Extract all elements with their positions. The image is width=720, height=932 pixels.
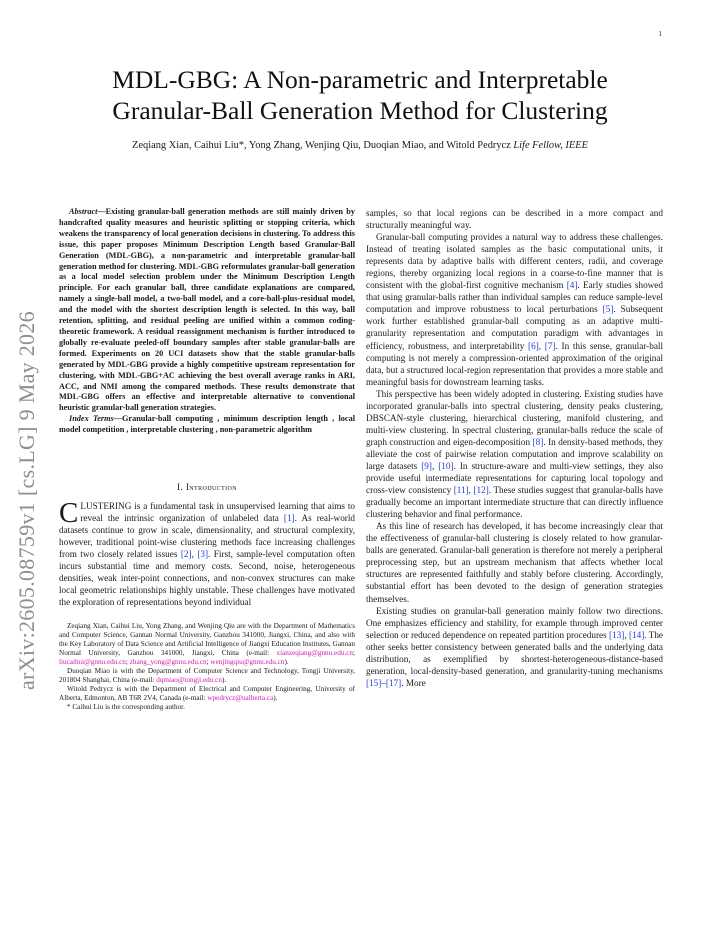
paragraph-text: . These studies suggest that granular-balls have gradually become an important intermediate structure that can directly influence clustering behavior and final performance. bbox=[366, 485, 663, 520]
paragraph-text: This perspective has been widely adopted in clustering. Existing studies have incorporated granular-balls into spectral clustering, density peaks clustering, DBSCAN-style clustering, hierarchical clustering, manifold clustering, and multi-view clustering. In spectral clustering, granular-balls reduce the scale of graph construction and eigen-decomposition bbox=[366, 388, 663, 447]
paragraph-text: . The other seeks better consistency between generated balls and the underlying data distribution, as exemplified by shortest-heterogeneous-distance-based generation, local-density-based generation, and granularity-tuning mechanisms bbox=[366, 629, 663, 676]
left-column bbox=[59, 207, 355, 712]
footnote-separator: ; bbox=[125, 657, 130, 666]
footnote-text: ). bbox=[284, 657, 289, 666]
email-link[interactable]: wenjingqiu@gnnu.edu.cn bbox=[210, 657, 285, 666]
paragraph-generation-importance: As this line of research has developed, it has become increasingly clear that the effectiveness of granular-ball clustering is closely related to how granular-balls are generated. Granular-ball generation is therefore not merely a peripheral preprocessing step, but an upstream mechanism that affects whether local structures are represented faithfully and stably before clustering. Accordingly, substantial effort has been devoted to the design of generation strategies themselves. bbox=[366, 521, 663, 604]
footnote-text: Zeqiang Xian, Caihui Liu, Yong Zhang, and Wenjing Qiu are with the Department of Mathematics and Computer Science, Gannan Normal University, Ganzhou 341000, Jiangxi, China, and also with the Key Laboratory of Data Science and Artificial Intelligence of Jiangxi Education Institutes, Gannan Normal University, Ganzhou 341000, Jiangxi, China (e-mail: bbox=[59, 621, 355, 657]
footnote-separator: ; bbox=[353, 648, 355, 657]
paragraph-text: Granular-ball computing provides a natural way to address these challenges. Instead of treating isolated samples as the basic computational units, it represents data by adaptive balls with different centers, radii, and coverage regions, thereby organizing local regions in a coarse-to-fine manner that is consistent with the global-first cognitive mechanism bbox=[366, 232, 663, 291]
email-link[interactable]: wpedrycz@ualberta.ca bbox=[207, 694, 274, 703]
paragraph-text: . In this sense, granular-ball computing is not merely a compression-oriented approximation of the original data, but a structured local-region representation that provides a more stable and meaningful basis for downstream learning tasks. bbox=[366, 340, 664, 387]
paragraph-text: . More bbox=[401, 677, 426, 688]
citation-link[interactable]: [15] bbox=[366, 677, 382, 688]
footnote-separator: ; bbox=[206, 657, 211, 666]
author-list bbox=[60, 140, 660, 151]
citation-link[interactable]: [5] bbox=[602, 304, 614, 315]
abstract-text: —Existing granular-ball generation methods are still mainly driven by handcrafted quality measures and heuristic splitting or stopping criteria, which weakens the transparency of local generation decisions in clustering. To address this issue, this paper proposes Minimum Description Length based Granular-Ball Generation (MDL-GBG), a non-parametric and interpretable granular-ball generation method for clustering. MDL-GBG reformulates granular-ball generation as a local model selection problem under the Minimum Description Length principle. For each granular ball, three candidate explanations are compared, namely a single-ball model, a two-ball model, and a core-ball-plus-residual model, and the model with the shortest description length is selected. In this way, ball retention, splitting, and residual peeling are unified within a common coding-theoretic framework. A residual reassignment mechanism is further introduced to globally re-evaluate peeled-off boundary samples after stable granular-balls are formed. Experiments on 20 UCI datasets show that the stable granular-balls generated by MDL-GBG provide a highly competitive upstream representation for clustering, with MDL-GBG+AC achieving the best overall average ranks in ARI, ACC, and NMI among the compared methods. These results demonstrate that MDL-GBG offers an effective and interpretable alternative to conventional heuristic granular-ball generation strategies. bbox=[59, 207, 355, 413]
footnotes bbox=[59, 622, 355, 713]
footnote-text: Witold Pedrycz is with the Department of Electrical and Computer Engineering, University of Alberta, Edmonton, AB T6R 2V4, Canada (e-mail: bbox=[59, 685, 355, 703]
author-affiliation: Life Fellow, IEEE bbox=[513, 140, 588, 151]
title-line-1: MDL-GBG: A Non-parametric and Interpretable bbox=[112, 65, 608, 94]
drop-cap: C bbox=[59, 497, 79, 530]
citation-link[interactable]: [11] bbox=[453, 485, 469, 496]
intro-text-a: LUSTERING is a fundamental task in unsupervised learning that aims to reveal the intrinsic organization of unlabeled data bbox=[80, 501, 355, 524]
citation-separator: , bbox=[431, 460, 439, 471]
paragraph-text: Existing studies on granular-ball generation mainly follow two directions. One emphasizes efficiency and stability, for example through improved center selection or reduced dependence on repeated partition procedures bbox=[366, 605, 663, 640]
email-link[interactable]: dqmiao@tongji.edu.cn bbox=[156, 676, 222, 685]
index-terms-text: —Granular-ball computing , minimum description length , local model competition , interpretable clustering , non-parametric algorithm bbox=[59, 414, 355, 435]
title-line-2: Granular-Ball Generation Method for Clustering bbox=[112, 96, 608, 125]
page-number: 1 bbox=[658, 30, 662, 38]
footnote-text: Duoqian Miao is with the Department of Computer Science and Technology, Tongji University, 201804 Shanghai, China (e-mail: bbox=[59, 666, 355, 685]
footnote-corresponding-author: * Caihui Liu is the corresponding author. bbox=[67, 703, 185, 712]
citation-link[interactable]: [10] bbox=[438, 460, 454, 471]
arxiv-identifier-stamp: arXiv:2605.08759v1 [cs.LG] 9 May 2026 bbox=[14, 311, 39, 690]
citation-link[interactable]: [6] bbox=[528, 340, 539, 351]
email-link[interactable]: liucaihui@gnnu.edu.cn bbox=[59, 657, 126, 666]
paper-title bbox=[60, 64, 660, 126]
citation-link[interactable]: [17] bbox=[385, 677, 402, 688]
citation-separator: , bbox=[191, 549, 198, 560]
footnote-affiliation-1 bbox=[59, 622, 355, 667]
email-link[interactable]: zhang_yong@gnnu.edu.cn bbox=[129, 657, 207, 666]
citation-link[interactable]: [13] bbox=[609, 629, 625, 640]
section-heading-introduction bbox=[59, 481, 355, 493]
intro-paragraph-1 bbox=[59, 497, 356, 608]
paragraph-text: . Subsequent work further established granular-ball computing as an adaptive multi-granularity representation and computation paradigm with advantages in efficiency, robustness, and interpretability bbox=[366, 304, 663, 351]
author-names: Zeqiang Xian, Caihui Liu*, Yong Zhang, Wenjing Qiu, Duoqian Miao, and Witold Pedrycz bbox=[132, 140, 511, 151]
citation-link[interactable]: [1] bbox=[283, 513, 295, 524]
citation-link[interactable]: [9] bbox=[421, 460, 432, 471]
citation-range-dash: – bbox=[381, 677, 386, 688]
citation-link[interactable]: [2] bbox=[180, 549, 192, 560]
right-column bbox=[366, 207, 663, 689]
citation-separator: , bbox=[538, 340, 545, 351]
citation-link[interactable]: [4] bbox=[566, 280, 578, 291]
citation-link[interactable]: [14] bbox=[628, 629, 645, 640]
citation-link[interactable]: [7] bbox=[544, 340, 556, 351]
footnote-text: ). bbox=[221, 676, 227, 685]
footnote-text: ). bbox=[273, 694, 278, 703]
email-link[interactable]: xianzeqiang@gnnu.edu.cn bbox=[276, 648, 353, 657]
paragraph-continuation: samples, so that local regions can be described in a more compact and structurally meaningful way. bbox=[366, 208, 663, 231]
section-number: I. bbox=[176, 482, 184, 493]
footnote-affiliation-3 bbox=[59, 685, 355, 703]
index-terms bbox=[59, 414, 355, 436]
citation-separator: , bbox=[624, 629, 629, 640]
intro-text-c: . First, sample-level computation often incurs substantial time and memory costs. Second, noise, heterogeneous densities, weak inter-point connections, and non-convex structures can make local geometric relationships highly unstable. These challenges have motivated the exploration of representations beyond individual bbox=[59, 549, 356, 608]
abstract-label: Abstract bbox=[69, 207, 98, 216]
paragraph-granular-ball-computing bbox=[366, 231, 663, 388]
paragraph-existing-studies bbox=[366, 605, 663, 689]
paragraph-clustering-adoption bbox=[366, 388, 663, 521]
paragraph-text: . Early studies showed that using granular-balls rather than individual samples can reduce sample-level computation and improve robustness to local perturbations bbox=[366, 280, 663, 315]
paragraph-text: . In density-based methods, they alleviate the cost of pairwise relation computation and improve scalability on large datasets bbox=[366, 436, 663, 471]
footnote-affiliation-2 bbox=[59, 667, 355, 685]
section-title: Introduction bbox=[185, 482, 238, 493]
citation-separator: , bbox=[468, 485, 474, 496]
citation-link[interactable]: [3] bbox=[197, 549, 209, 560]
abstract bbox=[59, 207, 355, 414]
index-terms-label: Index Terms bbox=[69, 414, 114, 424]
citation-link[interactable]: [8] bbox=[532, 436, 544, 447]
intro-text-b: . As real-world datasets continue to grow in scale, dimensionality, and structural complexity, however, traditional point-wise clustering methods face increasing challenges from two closely related issues bbox=[59, 513, 355, 560]
paragraph-text: . In structure-aware and multi-view settings, they also provide useful intermediate representations for capturing local topology and cross-view consistency bbox=[366, 460, 664, 496]
citation-link[interactable]: [12] bbox=[473, 485, 489, 496]
